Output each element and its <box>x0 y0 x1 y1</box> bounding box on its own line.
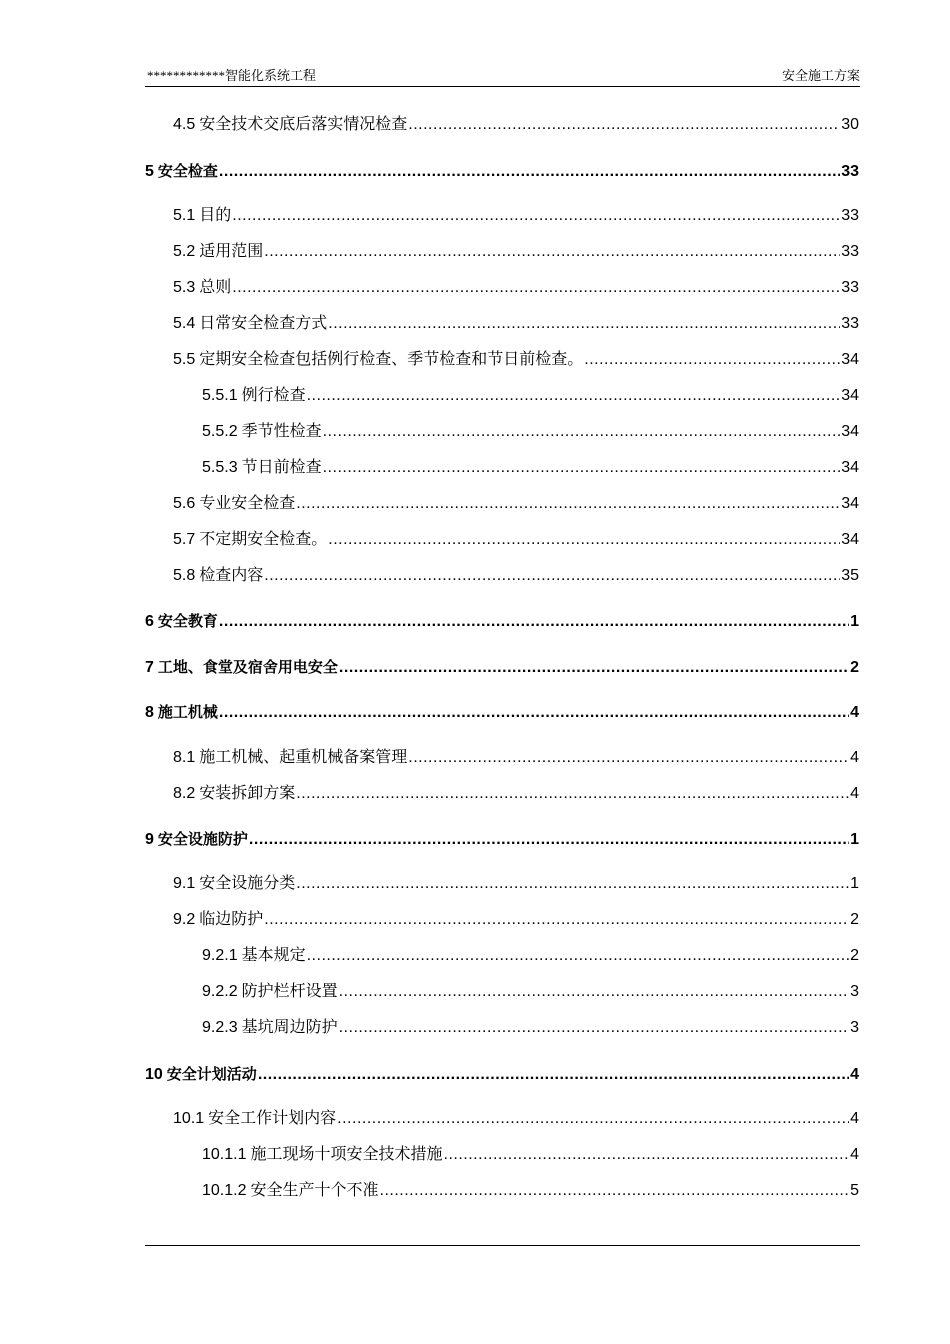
toc-entry-title: 施工机械、起重机械备案管理 <box>199 749 408 766</box>
toc-dot-leader <box>328 313 840 335</box>
toc-entry-title: 安全教育 <box>157 612 218 630</box>
toc-dot-leader <box>584 349 840 371</box>
toc-entry[interactable] <box>145 160 859 182</box>
toc-entry-page-number: 4 <box>850 785 859 802</box>
toc-entry-number: 5.5 <box>173 351 196 368</box>
toc-dot-leader <box>323 421 841 443</box>
toc-entry-title: 节日前检查 <box>241 459 322 476</box>
toc-entry-number: 8.1 <box>173 749 196 766</box>
toc-entry-number: 5.6 <box>173 495 196 512</box>
toc-dot-leader <box>296 873 849 895</box>
toc-dot-leader <box>307 945 849 967</box>
header-project-name: ************智能化系统工程 <box>147 68 317 83</box>
toc-entry-title: 日常安全检查方式 <box>199 315 328 332</box>
toc-entry[interactable] <box>202 385 859 407</box>
toc-dot-leader <box>219 161 840 183</box>
toc-entry[interactable] <box>202 1144 859 1166</box>
toc-dot-leader <box>249 829 849 851</box>
toc-entry[interactable] <box>173 783 859 805</box>
toc-entry-number: 5.1 <box>173 207 196 224</box>
toc-entry-page-number: 30 <box>841 116 859 133</box>
toc-dot-leader <box>337 1108 849 1130</box>
toc-dot-leader <box>444 1144 850 1166</box>
toc-entry-number: 5.2 <box>173 243 196 260</box>
toc-entry[interactable] <box>202 981 859 1003</box>
toc-entry-number: 9.2.3 <box>202 1019 238 1036</box>
toc-entry-title: 例行检查 <box>241 387 306 404</box>
toc-entry-title: 安全生产十个不准 <box>250 1182 379 1199</box>
toc-entry-title: 定期安全检查包括例行检查、季节检查和节日前检查。 <box>199 351 584 368</box>
toc-dot-leader <box>339 981 849 1003</box>
toc-entry[interactable] <box>173 873 859 895</box>
toc-dot-leader <box>323 457 841 479</box>
toc-entry-number: 5.8 <box>173 567 196 584</box>
toc-entry-title: 季节性检查 <box>241 423 322 440</box>
toc-entry-page-number: 4 <box>850 704 859 721</box>
toc-entry-page-number: 4 <box>850 1066 859 1083</box>
toc-entry-number: 5.5.1 <box>202 387 238 404</box>
toc-entry-page-number: 1 <box>850 831 859 848</box>
toc-entry-number: 5.3 <box>173 279 196 296</box>
toc-entry-page-number: 1 <box>850 875 859 892</box>
toc-entry-page-number: 2 <box>850 947 859 964</box>
toc-entry-page-number: 33 <box>841 279 859 296</box>
toc-entry[interactable] <box>173 114 859 136</box>
toc-entry-title: 专业安全检查 <box>199 495 296 512</box>
toc-dot-leader <box>219 611 849 633</box>
toc-entry-title: 不定期安全检查。 <box>199 531 328 548</box>
toc-entry-title: 安全设施防护 <box>157 830 248 848</box>
toc-entry-page-number: 33 <box>841 315 859 332</box>
toc-entry-page-number: 2 <box>850 911 859 928</box>
toc-entry-title: 施工机械 <box>157 703 218 721</box>
toc-entry-title: 施工现场十项安全技术措施 <box>250 1146 443 1163</box>
toc-entry-page-number: 33 <box>841 243 859 260</box>
toc-entry-page-number: 34 <box>841 495 859 512</box>
toc-entry-number: 5.5.3 <box>202 459 238 476</box>
toc-entry-page-number: 34 <box>841 351 859 368</box>
toc-entry-number: 7 <box>145 659 154 676</box>
toc-entry-number: 9.2.1 <box>202 947 238 964</box>
toc-entry-number: 10.1 <box>173 1110 205 1127</box>
toc-dot-leader <box>258 1064 849 1086</box>
toc-entry-page-number: 4 <box>850 1146 859 1163</box>
toc-dot-leader <box>408 747 849 769</box>
toc-entry[interactable] <box>173 493 859 515</box>
toc-entry-number: 10 <box>145 1066 163 1083</box>
toc-entry-number: 8.2 <box>173 785 196 802</box>
toc-entry-page-number: 5 <box>850 1182 859 1199</box>
toc-dot-leader <box>296 783 849 805</box>
toc-entry-page-number: 4 <box>850 749 859 766</box>
toc-entry-number: 9 <box>145 831 154 848</box>
toc-entry[interactable] <box>173 205 859 227</box>
toc-entry-title: 工地、食堂及宿舍用电安全 <box>157 658 338 676</box>
footer-divider <box>145 1245 860 1246</box>
toc-dot-leader <box>264 909 849 931</box>
toc-entry-title: 临边防护 <box>199 911 264 928</box>
toc-dot-leader <box>264 565 840 587</box>
toc-dot-leader <box>232 205 840 227</box>
toc-entry-title: 安全技术交底后落实情况检查 <box>199 116 408 133</box>
toc-entry-title: 安全检查 <box>157 162 218 180</box>
toc-dot-leader <box>339 1017 849 1039</box>
toc-entry[interactable] <box>173 747 859 769</box>
toc-entry-number: 9.2 <box>173 911 196 928</box>
toc-entry[interactable] <box>173 909 859 931</box>
toc-entry[interactable] <box>173 1108 859 1130</box>
toc-entry-page-number: 34 <box>841 459 859 476</box>
toc-entry-title: 基坑周边防护 <box>241 1019 338 1036</box>
toc-entry-page-number: 34 <box>841 423 859 440</box>
toc-dot-leader <box>219 702 849 724</box>
toc-entry-page-number: 34 <box>841 387 859 404</box>
toc-entry[interactable] <box>202 457 859 479</box>
toc-entry-title: 目的 <box>199 207 232 224</box>
toc-entry[interactable] <box>145 828 859 850</box>
toc-entry-title: 安装拆卸方案 <box>199 785 296 802</box>
toc-entry-number: 10.1.1 <box>202 1146 247 1163</box>
toc-entry-page-number: 33 <box>841 207 859 224</box>
toc-entry[interactable] <box>202 945 859 967</box>
toc-entry-title: 检查内容 <box>199 567 264 584</box>
toc-entry[interactable] <box>202 1017 859 1039</box>
toc-entry[interactable] <box>202 421 859 443</box>
toc-entry-page-number: 1 <box>850 613 859 630</box>
toc-entry-number: 5.4 <box>173 315 196 332</box>
toc-entry-number: 9.2.2 <box>202 983 238 1000</box>
toc-entry-number: 9.1 <box>173 875 196 892</box>
toc-entry-page-number: 33 <box>841 163 859 180</box>
toc-entry-page-number: 3 <box>850 1019 859 1036</box>
toc-entry-number: 5.7 <box>173 531 196 548</box>
header-document-title: 安全施工方案 <box>781 68 860 83</box>
toc-entry-page-number: 34 <box>841 531 859 548</box>
toc-entry[interactable] <box>173 349 859 371</box>
toc-entry[interactable] <box>173 241 859 263</box>
toc-entry[interactable] <box>145 610 859 632</box>
toc-dot-leader <box>296 493 840 515</box>
toc-entry-title: 适用范围 <box>199 243 264 260</box>
toc-entry-title: 基本规定 <box>241 947 306 964</box>
toc-entry-number: 6 <box>145 613 154 630</box>
toc-entry-title: 防护栏杆设置 <box>241 983 338 1000</box>
toc-entry[interactable] <box>173 277 859 299</box>
toc-entry[interactable] <box>202 1180 859 1202</box>
toc-entry[interactable] <box>145 701 859 723</box>
toc-entry-number: 4.5 <box>173 116 196 133</box>
page-header <box>145 66 860 87</box>
toc-entry[interactable] <box>173 313 859 335</box>
toc-entry-title: 安全工作计划内容 <box>208 1110 337 1127</box>
toc-dot-leader <box>307 385 841 407</box>
toc-dot-leader <box>264 241 840 263</box>
toc-entry-page-number: 4 <box>850 1110 859 1127</box>
toc-entry-page-number: 35 <box>841 567 859 584</box>
toc-entry-number: 5.5.2 <box>202 423 238 440</box>
toc-dot-leader <box>328 529 840 551</box>
toc-entry[interactable] <box>173 529 859 551</box>
toc-entry[interactable] <box>173 565 859 587</box>
toc-entry-number: 8 <box>145 704 154 721</box>
toc-entry[interactable] <box>145 1063 859 1085</box>
toc-entry[interactable] <box>145 656 859 678</box>
toc-dot-leader <box>232 277 840 299</box>
toc-entry-title: 安全计划活动 <box>166 1065 257 1083</box>
toc-entry-page-number: 2 <box>850 659 859 676</box>
toc-dot-leader <box>339 657 849 679</box>
toc-entry-page-number: 3 <box>850 983 859 1000</box>
toc-entry-number: 10.1.2 <box>202 1182 247 1199</box>
toc-entry-title: 安全设施分类 <box>199 875 296 892</box>
toc-entry-number: 5 <box>145 163 154 180</box>
toc-dot-leader <box>380 1180 850 1202</box>
toc-dot-leader <box>408 114 840 136</box>
toc-entry-title: 总则 <box>199 279 232 296</box>
